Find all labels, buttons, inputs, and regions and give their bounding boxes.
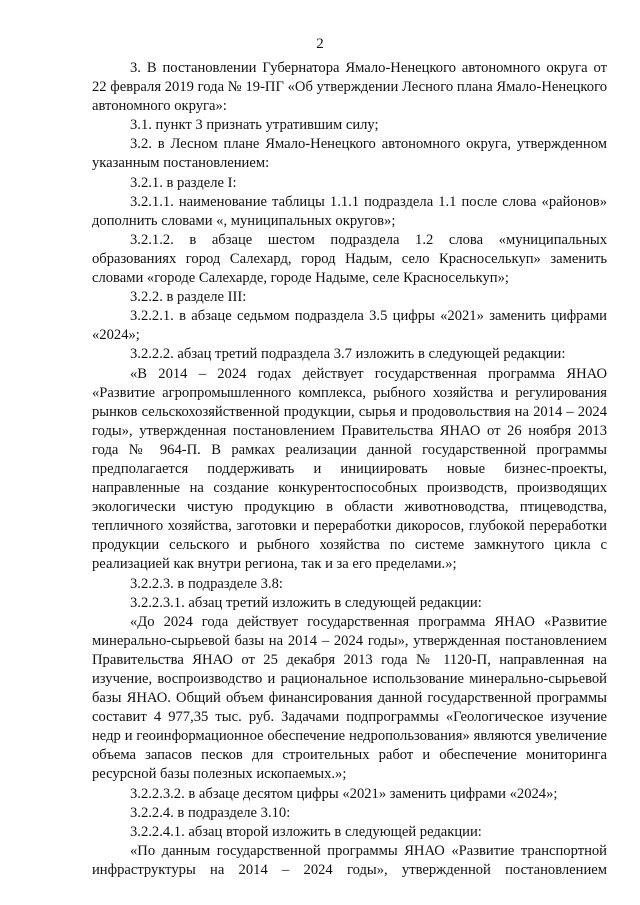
document-body — [92, 59, 607, 880]
paragraph: 3.2.1.1. наименование таблицы 1.1.1 подраздела 1.1 после слова «районов» дополнить словами «, муниципальных округов»; — [92, 193, 607, 229]
paragraph: 3.2.2.2. абзац третий подраздела 3.7 изложить в следующей редакции: — [130, 346, 566, 363]
paragraph: 3.2. в Лесном плане Ямало-Ненецкого автономного округа, утвержденном указанным постановлением: — [92, 136, 607, 172]
paragraph: 3.2.2.3. в подразделе 3.8: — [130, 575, 283, 592]
paragraph: 3.2.2.4.1. абзац второй изложить в следующей редакции: — [130, 823, 482, 840]
paragraph: 3.2.2.1. в абзаце седьмом подраздела 3.5 цифры «2021» заменить цифрами «2024»; — [92, 308, 607, 344]
paragraph: 3.2.2.3.2. в абзаце десятом цифры «2021» заменить цифрами «2024»; — [130, 785, 558, 802]
paragraph: 3.2.1.2. в абзаце шестом подраздела 1.2 слова «муниципальных образованиях город Салехард, город Надым, село Красноселькуп» заменить словами «городе Салехарде, городе Надыме, селе Красноселькуп»; — [92, 231, 607, 287]
paragraph: 3.2.2.3.1. абзац третий изложить в следующей редакции: — [130, 594, 482, 611]
paragraph: «По данным государственной программы ЯНАО «Развитие транспортной инфраструктуры на 2014 – 2024 годы», утвержденной постановлением — [92, 842, 607, 878]
paragraph: 3. В постановлении Губернатора Ямало-Ненецкого автономного округа от 22 февраля 2019 года № 19-ПГ «Об утверждении Лесного плана Ямало-Ненецкого автономного округа»: — [92, 60, 607, 115]
paragraph: «До 2024 года действует государственная программа ЯНАО «Развитие минерально-сырьевой базы на 2014 – 2024 годы», утвержденная постановлением Правительства ЯНАО от 25 декабря 2013 года № 1120-П, направленная на изучение, воспроизводство и рациональное использование минерально-сырьевой базы ЯНАО. Общий объем финансирования данной государственной программы составит 4 977,35 тыс. руб. Задачами подпрограммы «Геологическое изучение недр и геоинформационное обеспечение недропользования» являются увеличение объема запасов песков для строительных работ и обеспечение мониторинга ресурсной базы полезных ископаемых.»; — [92, 613, 607, 783]
paragraph: 3.2.2. в разделе III: — [130, 289, 247, 306]
paragraph: 3.2.1. в разделе I: — [130, 174, 237, 191]
page-number: 2 — [316, 36, 324, 52]
paragraph: 3.1. пункт 3 признать утратившим силу; — [130, 117, 379, 134]
paragraph: «В 2014 – 2024 годах действует государственная программа ЯНАО «Развитие агропромышленного комплекса, рыбного хозяйства и регулирования рынков сельскохозяйственной продукции, сырья и продовольствия на 2014 – 2024 годы», утвержденная постановлением Правительства ЯНАО от 26 ноября 2013 года № 964-П. В рамках реализации данной государственной программы предполагается поддерживать и инициировать новые бизнес-проекты, направленные на создание конкурентоспособных производств, производящих экологически чистую продукцию в области животноводства, птицеводства, тепличного хозяйства, заготовки и переработки дикоросов, глубокой переработки продукции сельского и рыбного хозяйства по системе замкнутого цикла с реализацией как внутри региона, так и за его пределами.»; — [92, 365, 607, 573]
paragraph: 3.2.2.4. в подразделе 3.10: — [130, 804, 291, 821]
